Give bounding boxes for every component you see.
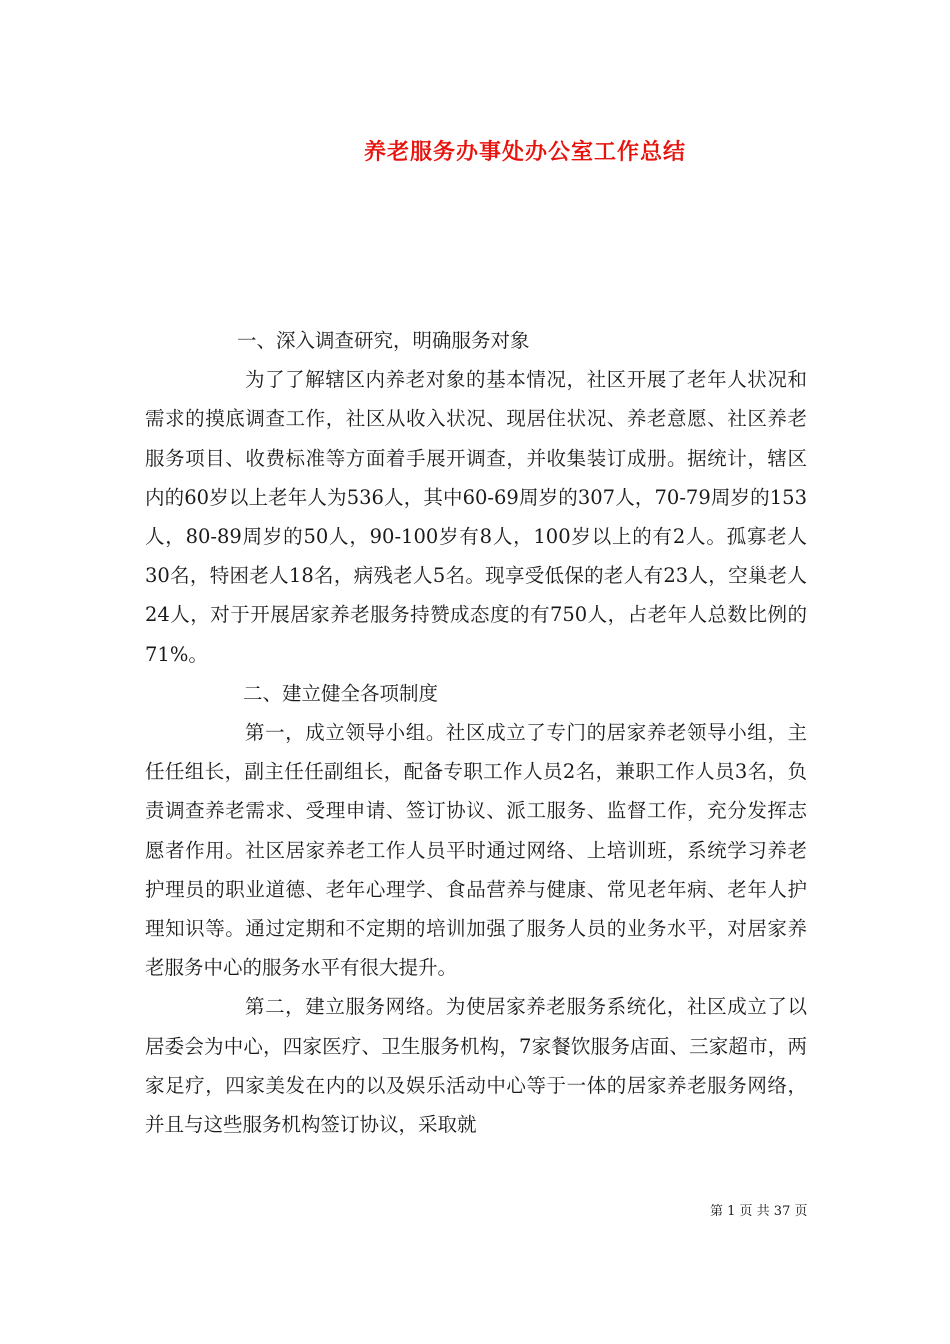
paragraph-1: 为了了解辖区内养老对象的基本情况，社区开展了老年人状况和需求的摸底调查工作，社区从收入状况、现居住状况、养老意愿、社区养老服务项目、收费标准等方面着手展开调查，并收集装订成册。据统计，辖区内的60岁以上老年人为536人，其中60-69周岁的307人，70-79周岁的153人，80-89周岁的50人，90-100岁有8人，100岁以上的有2人。孤寡老人30名，特困老人18名，病残老人5名。现享受低保的老人有23人，空巢老人24人，对于开展居家养老服务持赞成态度的有750人，占老年人总数比例的71%。 (145, 368, 807, 666)
section-heading-2: 二、建立健全各项制度 (243, 681, 439, 705)
paragraph-2: 第一，成立领导小组。社区成立了专门的居家养老领导小组，主任任组长，副主任任副组长，配备专职工作人员2名，兼职工作人员3名，负责调查养老需求、受理申请、签订协议、派工服务、监督工作，充分发挥志愿者作用。社区居家养老工作人员平时通过网络、上培训班，系统学习养老护理员的职业道德、老年心理学、食品营养与健康、常见老年病、老年人护理知识等。通过定期和不定期的培训加强了服务人员的业务水平，对居家养老服务中心的服务水平有很大提升。 (145, 721, 807, 980)
document-body (145, 321, 807, 1144)
document-title: 养老服务办事处办公室工作总结 (363, 139, 686, 165)
page-number-footer: 第 1 页 共 37 页 (710, 1204, 808, 1219)
paragraph-3: 第二，建立服务网络。为使居家养老服务系统化，社区成立了以居委会为中心，四家医疗、卫生服务机构，7家餐饮服务店面、三家超市，两家足疗，四家美发在内的以及娱乐活动中心等于一体的居家养老服务网络，并且与这些服务机构签订协议，采取就 (145, 995, 807, 1137)
section-heading-1: 一、深入调查研究，明确服务对象 (237, 329, 530, 352)
